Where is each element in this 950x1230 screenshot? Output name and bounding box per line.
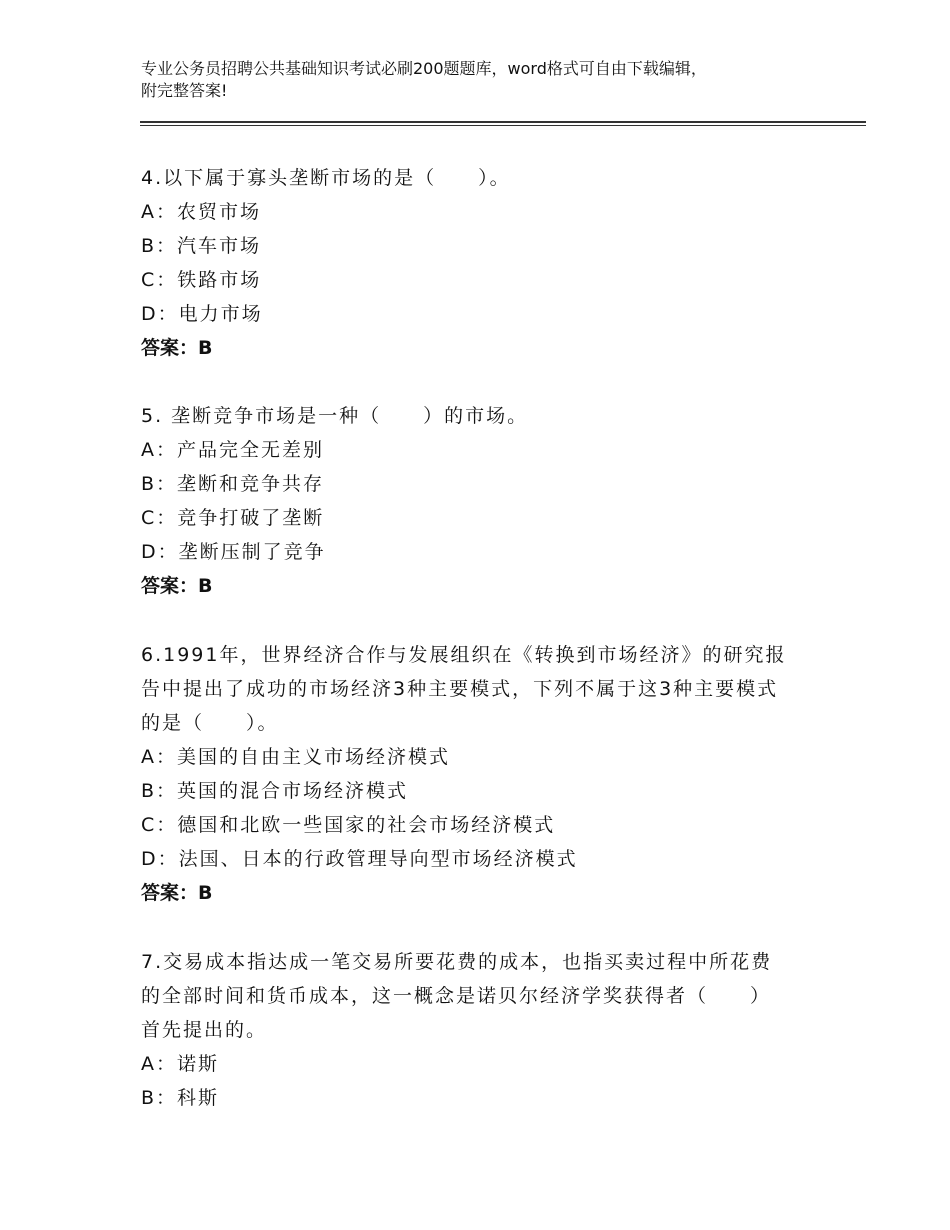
header-divider-thin (140, 125, 866, 126)
question-stem-line-1: 6.1991年，世界经济合作与发展组织在《转换到市场经济》的研究报 (141, 644, 787, 666)
document-header (141, 58, 841, 102)
question-5 (141, 399, 821, 603)
answer: 答案：B (141, 882, 213, 904)
option-c: C：德国和北欧一些国家的社会市场经济模式 (141, 814, 556, 836)
option-a: A：诺斯 (141, 1053, 219, 1075)
header-divider-thick (140, 121, 866, 123)
question-stem-line-2: 告中提出了成功的市场经济3种主要模式，下列不属于这3种主要模式 (141, 678, 779, 700)
answer: 答案：B (141, 575, 213, 597)
option-a: A：农贸市场 (141, 201, 261, 223)
option-b: B：垄断和竞争共存 (141, 473, 325, 495)
question-7 (141, 945, 821, 1115)
question-6 (141, 638, 821, 910)
header-line-1: 专业公务员招聘公共基础知识考试必刷200题题库，word格式可自由下载编辑， (141, 59, 707, 78)
option-b: B：英国的混合市场经济模式 (141, 780, 409, 802)
answer: 答案：B (141, 337, 213, 359)
option-a: A：美国的自由主义市场经济模式 (141, 746, 450, 768)
question-stem: 4.以下属于寡头垄断市场的是（ ）。 (141, 167, 511, 189)
question-stem-line-1: 7.交易成本指达成一笔交易所要花费的成本，也指买卖过程中所花费 (141, 951, 773, 973)
option-c: C：竞争打破了垄断 (141, 507, 325, 529)
option-d: D：法国、日本的行政管理导向型市场经济模式 (141, 848, 578, 870)
option-d: D：垄断压制了竞争 (141, 541, 326, 563)
option-b: B：科斯 (141, 1087, 220, 1109)
option-b: B：汽车市场 (141, 235, 262, 257)
option-d: D：电力市场 (141, 303, 263, 325)
question-4 (141, 161, 821, 365)
question-stem-line-2: 的全部时间和货币成本，这一概念是诺贝尔经济学奖获得者（ ） (141, 985, 772, 1007)
option-a: A：产品完全无差别 (141, 439, 324, 461)
question-stem-line-3: 的是（ ）。 (141, 712, 279, 734)
header-line-2: 附完整答案! (141, 81, 228, 100)
option-c: C：铁路市场 (141, 269, 262, 291)
question-stem: 5. 垄断竞争市场是一种（ ）的市场。 (141, 405, 529, 427)
question-stem-line-3: 首先提出的。 (141, 1019, 268, 1041)
